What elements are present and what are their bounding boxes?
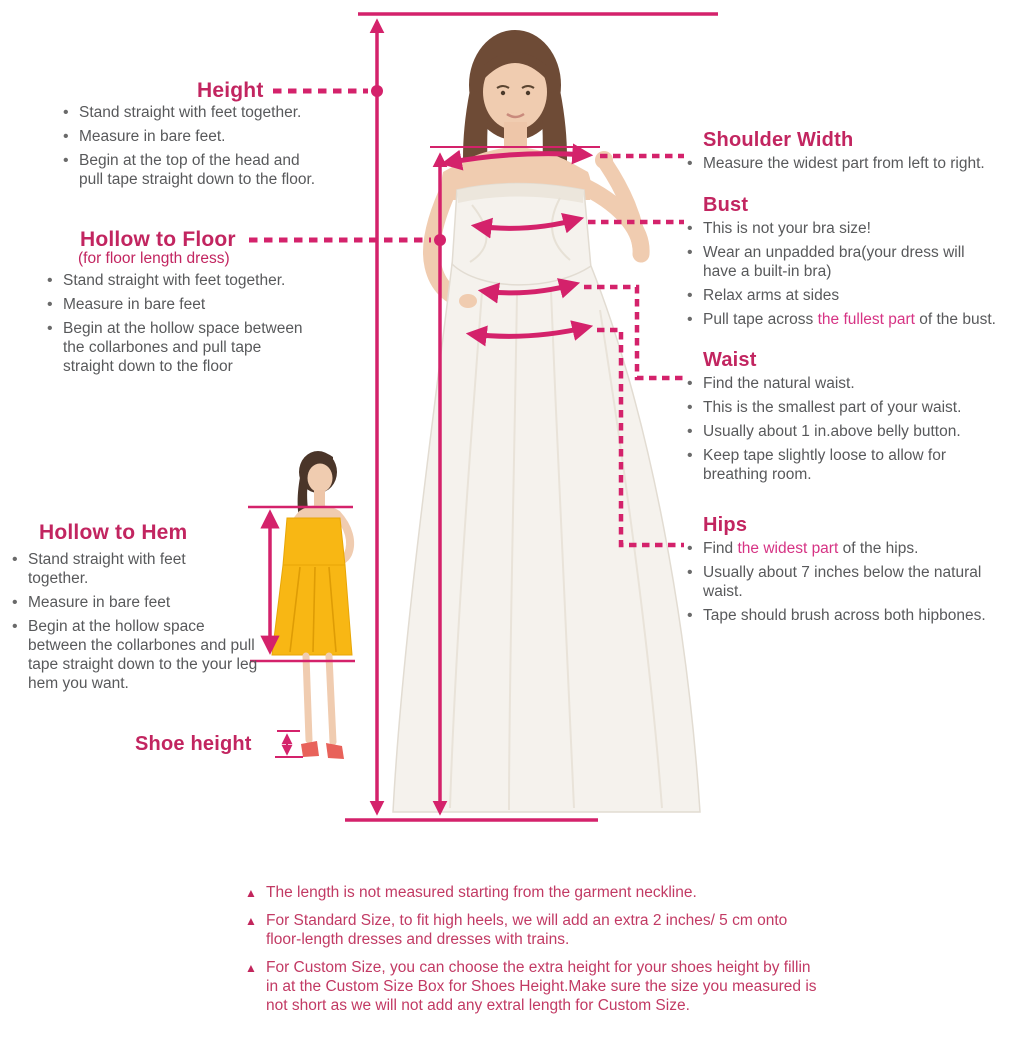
list-item: • Stand straight with feet together. bbox=[46, 271, 303, 290]
hips-list bbox=[686, 539, 1015, 625]
hips-title: Hips bbox=[703, 514, 748, 536]
waist-title: Waist bbox=[703, 349, 757, 371]
list-item: • This is the smallest part of your waist. bbox=[686, 398, 1015, 417]
hollow-to-floor-subtitle: (for floor length dress) bbox=[78, 250, 230, 267]
list-item: • Begin at the hollow space between the collarbones and pull tape straight down to the floor bbox=[46, 319, 303, 376]
list-item: • Pull tape across the fullest part of the bust. bbox=[686, 310, 1015, 329]
list-item: • Usually about 7 inches below the natural waist. bbox=[686, 563, 1015, 601]
list-item: • Begin at the hollow space between the collarbones and pull tape straight down to the your leg hem you want. bbox=[11, 617, 257, 693]
warning-triangle-icon: ▲ bbox=[245, 886, 257, 900]
list-item: • Measure in bare feet bbox=[46, 295, 303, 314]
list-item: • Wear an unpadded bra(your dress will have a built-in bra) bbox=[686, 243, 1015, 281]
waist-list bbox=[686, 374, 1015, 484]
note-item: ▲ For Standard Size, to fit high heels, we will add an extra 2 inches/ 5 cm onto floor-length dresses and dresses with trains. bbox=[245, 912, 788, 948]
hollow-to-floor-connector-dot bbox=[434, 234, 446, 246]
waist-section bbox=[686, 349, 1015, 489]
bust-title: Bust bbox=[703, 194, 749, 216]
bust-section bbox=[686, 194, 1015, 334]
list-item: • Stand straight with feet together. bbox=[62, 103, 315, 122]
list-item: • Begin at the top of the head and pull tape straight down to the floor. bbox=[62, 151, 315, 189]
hips-section bbox=[686, 514, 1015, 630]
shoulder-width-list bbox=[686, 154, 1015, 173]
list-item: • Usually about 1 in.above belly button. bbox=[686, 422, 1015, 441]
warning-triangle-icon: ▲ bbox=[245, 914, 257, 928]
note-item: ▲ The length is not measured starting from the garment neckline. bbox=[245, 884, 697, 901]
list-item: • Keep tape slightly loose to allow for breathing room. bbox=[686, 446, 1015, 484]
list-item: • Relax arms at sides bbox=[686, 286, 1015, 305]
notes-list bbox=[245, 883, 885, 1024]
list-item: • Stand straight with feet together. bbox=[11, 550, 257, 588]
warning-triangle-icon: ▲ bbox=[245, 961, 257, 975]
note-item: ▲ For Custom Size, you can choose the extra height for your shoes height by fillin in at the Custom Size Box for Shoes Height.Make sure the size you measured is not short as we will not add any extral length for Custom Size. bbox=[245, 959, 817, 1014]
list-item: • Find the widest part of the hips. bbox=[686, 539, 1015, 558]
small-model-figure bbox=[272, 451, 352, 759]
height-list bbox=[62, 103, 315, 194]
hollow-to-floor-list bbox=[46, 271, 303, 381]
hollow-to-hem-title: Hollow to Hem bbox=[39, 521, 188, 544]
shoulder-width-title: Shoulder Width bbox=[703, 129, 854, 151]
shoulder-width-section bbox=[686, 129, 1015, 178]
hollow-to-hem-list bbox=[11, 550, 257, 698]
list-item: • Measure in bare feet bbox=[11, 593, 257, 612]
shoe-height-title: Shoe height bbox=[135, 733, 252, 755]
list-item: • Measure the widest part from left to right. bbox=[686, 154, 1015, 173]
bust-list bbox=[686, 219, 1015, 329]
hollow-to-floor-title: Hollow to Floor bbox=[80, 228, 236, 251]
height-connector-dot bbox=[371, 85, 383, 97]
height-title: Height bbox=[197, 79, 264, 102]
list-item: • Tape should brush across both hipbones. bbox=[686, 606, 1015, 625]
shoe-height-ruler-icon bbox=[275, 731, 303, 757]
list-item: • Find the natural waist. bbox=[686, 374, 1015, 393]
list-item: • Measure in bare feet. bbox=[62, 127, 315, 146]
list-item: • This is not your bra size! bbox=[686, 219, 1015, 238]
